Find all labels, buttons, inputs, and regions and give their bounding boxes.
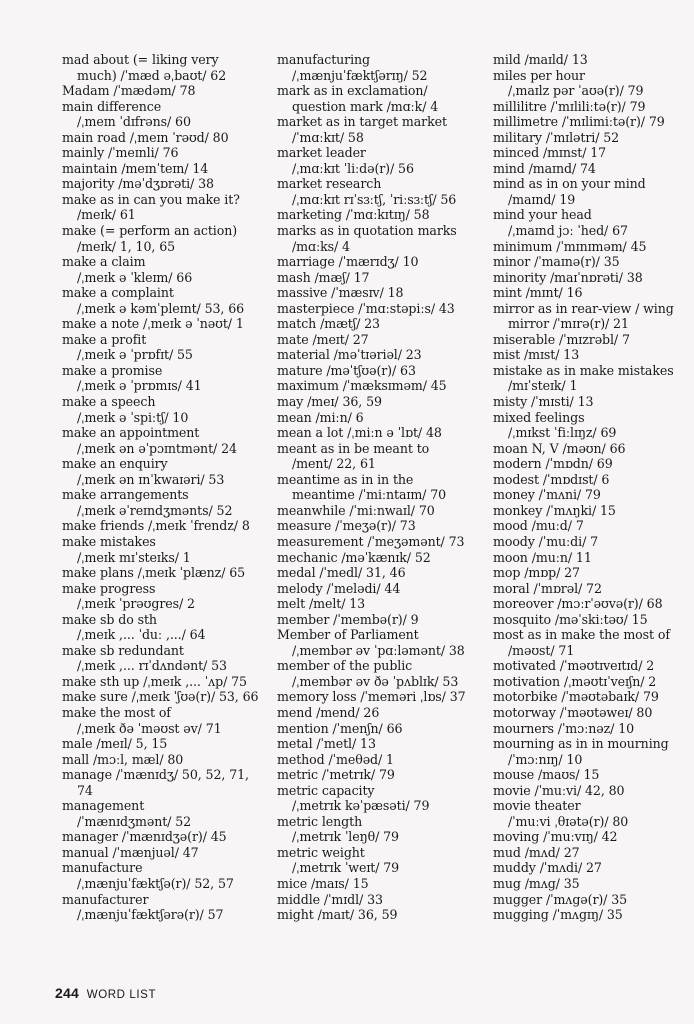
dictionary-entry — [493, 130, 693, 146]
entry-headword-line: mourners /ˈmɔːnəz/ 10 — [493, 720, 635, 736]
entry-headword-line: mouse /maʊs/ 15 — [493, 767, 600, 783]
dictionary-entry — [277, 876, 487, 892]
dictionary-entry — [62, 332, 267, 363]
entry-headword-line: member of the public — [277, 658, 413, 674]
dictionary-entry — [493, 301, 693, 332]
dictionary-entry — [493, 534, 693, 550]
entry-continuation-line: /ˈmɑːkɪt/ 58 — [292, 129, 364, 145]
entry-headword-line: manufacturing — [277, 52, 370, 67]
entry-headword-line: market leader — [277, 145, 366, 161]
entry-continuation-line: /mɪˈsteɪk/ 1 — [508, 378, 578, 394]
entry-continuation-line: /ˌmænjuˈfæktʃərɪŋ/ 52 — [292, 67, 428, 83]
dictionary-entry — [277, 658, 487, 689]
word-list-column-3 — [493, 52, 693, 923]
entry-headword-line: mosquito /məˈskiːtəʊ/ 15 — [493, 611, 648, 627]
entry-headword-line: market research — [277, 176, 382, 192]
entry-continuation-line: /ˌmembər əv ðə ˈpʌblɪk/ 53 — [292, 673, 459, 689]
entry-continuation-line: /ˌmeɪk ,... rɪˈdʌndənt/ 53 — [77, 658, 227, 674]
entry-headword-line: mainly /ˈmeɪnli/ 76 — [62, 145, 179, 161]
entry-headword-line: majority /məˈdʒɒrəti/ 38 — [62, 176, 214, 192]
dictionary-entry — [62, 829, 267, 845]
dictionary-entry — [493, 410, 693, 441]
dictionary-entry — [277, 814, 487, 845]
entry-headword-line: mature /məˈtʃʊə(r)/ 63 — [277, 362, 416, 378]
entry-headword-line: misty /ˈmɪsti/ 13 — [493, 394, 594, 410]
entry-headword-line: make an appointment — [62, 425, 200, 441]
entry-headword-line: mind as in on your mind — [493, 176, 646, 192]
entry-headword-line: Member of Parliament — [277, 627, 419, 643]
entry-headword-line: mixed feelings — [493, 409, 585, 425]
dictionary-entry — [277, 565, 487, 581]
entry-headword-line: mind /maɪnd/ 74 — [493, 160, 596, 176]
entry-headword-line: might /maɪt/ 36, 59 — [277, 907, 398, 923]
entry-headword-line: melt /melt/ 13 — [277, 596, 366, 612]
entry-headword-line: Madam /ˈmædəm/ 78 — [62, 83, 196, 99]
word-list-column-2 — [277, 52, 487, 923]
entry-continuation-line: /ˌmaɪnd jɔː ˈhed/ 67 — [508, 223, 628, 239]
entry-headword-line: management — [62, 798, 145, 814]
entry-headword-line: moreover /mɔːrˈəʊvə(r)/ 68 — [493, 596, 663, 612]
dictionary-entry — [62, 674, 267, 690]
dictionary-entry — [277, 378, 487, 394]
dictionary-entry — [62, 752, 267, 768]
dictionary-entry — [62, 892, 267, 923]
entry-headword-line: military /ˈmɪlətri/ 52 — [493, 129, 620, 145]
entry-headword-line: meantime as in in the — [277, 471, 414, 487]
dictionary-entry — [277, 627, 487, 658]
entry-continuation-line: /ˌmɪkst ˈfiːlɪŋz/ 69 — [508, 425, 617, 441]
entry-headword-line: medal /ˈmedl/ 31, 46 — [277, 565, 406, 581]
entry-headword-line: minor /ˈmaɪnə(r)/ 35 — [493, 254, 620, 270]
entry-headword-line: method /ˈmeθəd/ 1 — [277, 751, 394, 767]
entry-headword-line: metric weight — [277, 844, 365, 860]
dictionary-entry — [62, 316, 267, 332]
dictionary-entry — [62, 798, 267, 829]
dictionary-entry — [493, 176, 693, 207]
entry-headword-line: make arrangements — [62, 487, 189, 503]
entry-continuation-line: 74 — [77, 782, 93, 798]
entry-headword-line: masterpiece /ˈmɑːstəpiːs/ 43 — [277, 300, 455, 316]
entry-headword-line: most as in make the most of — [493, 627, 670, 643]
entry-headword-line: main road /ˌmeɪn ˈrəʊd/ 80 — [62, 129, 229, 145]
dictionary-entry — [277, 721, 487, 737]
dictionary-entry — [62, 192, 267, 223]
entry-headword-line: mean /miːn/ 6 — [277, 409, 364, 425]
entry-headword-line: manager /ˈmænɪdʒə(r)/ 45 — [62, 829, 227, 845]
dictionary-entry — [493, 612, 693, 628]
entry-headword-line: mechanic /məˈkænɪk/ 52 — [277, 549, 431, 565]
dictionary-entry — [277, 223, 487, 254]
dictionary-entry — [493, 207, 693, 238]
entry-headword-line: maximum /ˈmæksɪməm/ 45 — [277, 378, 447, 394]
entry-continuation-line: /ˌmetrɪk ˈweɪt/ 79 — [292, 860, 400, 876]
dictionary-entry — [277, 285, 487, 301]
dictionary-entry — [277, 907, 487, 923]
dictionary-entry — [277, 518, 487, 534]
dictionary-entry — [277, 472, 487, 503]
dictionary-entry — [62, 487, 267, 518]
entry-headword-line: minimum /ˈmɪnɪməm/ 45 — [493, 238, 647, 254]
dictionary-entry — [493, 550, 693, 566]
dictionary-entry — [493, 721, 693, 737]
dictionary-entry — [493, 472, 693, 488]
entry-headword-line: material /məˈtɪəriəl/ 23 — [277, 347, 422, 363]
entry-continuation-line: /ˌmembər əv ˈpɑːləmənt/ 38 — [292, 642, 465, 658]
dictionary-entry — [62, 285, 267, 316]
entry-headword-line: mugging /ˈmʌgɪŋ/ 35 — [493, 907, 623, 923]
dictionary-entry — [277, 83, 487, 114]
word-list-column-1 — [62, 52, 267, 923]
dictionary-entry — [493, 845, 693, 861]
entry-headword-line: movie /ˈmuːvi/ 42, 80 — [493, 782, 625, 798]
dictionary-entry — [277, 254, 487, 270]
entry-continuation-line: /ˌmeɪk ə ˈprɒmɪs/ 41 — [77, 378, 202, 394]
entry-headword-line: motorway /ˈməʊtəweɪ/ 80 — [493, 704, 653, 720]
dictionary-entry — [277, 332, 487, 348]
dictionary-entry — [277, 316, 487, 332]
dictionary-entry — [493, 767, 693, 783]
dictionary-entry — [493, 239, 693, 255]
dictionary-entry — [277, 52, 487, 83]
dictionary-entry — [62, 52, 267, 83]
entry-continuation-line: /meɪk/ 61 — [77, 207, 136, 223]
entry-headword-line: make friends /ˌmeɪk ˈfrendz/ 8 — [62, 518, 250, 534]
entry-headword-line: mind your head — [493, 207, 592, 223]
entry-continuation-line: /ˈmænɪdʒmənt/ 52 — [77, 813, 192, 829]
entry-continuation-line: /ˌmɑːkɪt rɪˈsɜːtʃ, ˈriːsɜːtʃ/ 56 — [292, 191, 457, 207]
entry-headword-line: miles per hour — [493, 67, 585, 83]
dictionary-entry — [493, 518, 693, 534]
dictionary-entry — [493, 907, 693, 923]
entry-continuation-line: /ˌmeɪk əˈreɪndʒmənts/ 52 — [77, 502, 233, 518]
dictionary-entry — [277, 425, 487, 441]
entry-continuation-line: much) /ˈmæd əˌbaʊt/ 62 — [77, 67, 227, 83]
entry-headword-line: manage /ˈmænɪdʒ/ 50, 52, 71, — [62, 767, 249, 783]
entry-continuation-line: /ment/ 22, 61 — [292, 456, 376, 472]
dictionary-entry — [277, 114, 487, 145]
dictionary-entry — [62, 223, 267, 254]
entry-headword-line: mild /maɪld/ 13 — [493, 52, 588, 67]
dictionary-entry — [277, 503, 487, 519]
entry-headword-line: member /ˈmembə(r)/ 9 — [277, 611, 419, 627]
entry-headword-line: mop /mɒp/ 27 — [493, 565, 580, 581]
dictionary-entry — [277, 363, 487, 379]
dictionary-entry — [277, 736, 487, 752]
dictionary-entry — [493, 441, 693, 457]
dictionary-entry — [62, 643, 267, 674]
entry-headword-line: main difference — [62, 98, 162, 114]
entry-headword-line: metal /ˈmetl/ 13 — [277, 736, 376, 752]
dictionary-entry — [62, 612, 267, 643]
entry-headword-line: maintain /meɪnˈteɪn/ 14 — [62, 160, 209, 176]
entry-headword-line: moving /ˈmuːvɪŋ/ 42 — [493, 829, 618, 845]
entry-continuation-line: /ˌmænjuˈfæktʃə(r)/ 52, 57 — [77, 875, 234, 891]
dictionary-entry — [62, 705, 267, 736]
entry-headword-line: mirror as in rear-view / wing — [493, 300, 674, 316]
dictionary-entry — [493, 68, 693, 99]
entry-headword-line: millilitre /ˈmɪliliːtə(r)/ 79 — [493, 98, 646, 114]
dictionary-entry — [277, 596, 487, 612]
entry-headword-line: miserable /ˈmɪzrəbl/ 7 — [493, 331, 630, 347]
entry-continuation-line: /ˌmeɪk ən ɪnˈkwaɪəri/ 53 — [77, 471, 225, 487]
dictionary-entry — [277, 752, 487, 768]
entry-headword-line: manual /ˈmænjuəl/ 47 — [62, 844, 199, 860]
entry-continuation-line: /ˈmuːvi ˌθɪətə(r)/ 80 — [508, 813, 629, 829]
entry-continuation-line: /ˌmeɪk ən əˈpɔɪntmənt/ 24 — [77, 440, 237, 456]
entry-headword-line: mice /maɪs/ 15 — [277, 875, 369, 891]
dictionary-entry — [493, 363, 693, 394]
entry-headword-line: make as in can you make it? — [62, 191, 240, 207]
entry-headword-line: motivation /ˌməʊtɪˈveɪʃn/ 2 — [493, 673, 657, 689]
entry-headword-line: make a profit — [62, 331, 147, 347]
dictionary-entry — [493, 627, 693, 658]
dictionary-entry — [493, 99, 693, 115]
entry-headword-line: make a claim — [62, 254, 146, 270]
entry-headword-line: moan N, V /məʊn/ 66 — [493, 440, 626, 456]
entry-headword-line: motorbike /ˈməʊtəbaɪk/ 79 — [493, 689, 659, 705]
dictionary-entry — [62, 518, 267, 534]
dictionary-entry — [493, 596, 693, 612]
entry-headword-line: make a promise — [62, 362, 163, 378]
section-label: WORD LIST — [86, 989, 157, 1001]
entry-continuation-line: /ˌmeɪk ə ˈspiːtʃ/ 10 — [77, 409, 189, 425]
entry-headword-line: make mistakes — [62, 533, 156, 549]
entry-headword-line: meant as in be meant to — [277, 440, 430, 456]
entry-headword-line: mugger /ˈmʌgə(r)/ 35 — [493, 891, 628, 907]
entry-headword-line: modern /ˈmɒdn/ 69 — [493, 456, 613, 472]
dictionary-entry — [277, 207, 487, 223]
dictionary-entry — [277, 705, 487, 721]
entry-headword-line: match /mætʃ/ 23 — [277, 316, 380, 332]
entry-headword-line: make a speech — [62, 394, 156, 410]
entry-headword-line: millimetre /ˈmɪlimiːtə(r)/ 79 — [493, 114, 665, 130]
entry-continuation-line: /ˌmeɪk ˈprəʊgres/ 2 — [77, 596, 195, 612]
dictionary-entry — [493, 456, 693, 472]
dictionary-entry — [493, 658, 693, 674]
entry-headword-line: mint /mɪnt/ 16 — [493, 285, 583, 301]
dictionary-entry — [493, 332, 693, 348]
dictionary-entry — [493, 705, 693, 721]
dictionary-entry — [62, 689, 267, 705]
entry-headword-line: mourning as in in mourning — [493, 736, 669, 752]
dictionary-entry — [62, 534, 267, 565]
entry-continuation-line: /ˌmeɪn ˈdɪfrəns/ 60 — [77, 114, 191, 130]
page-number: 244 — [55, 985, 79, 1001]
dictionary-entry — [493, 892, 693, 908]
dictionary-entry — [277, 845, 487, 876]
entry-headword-line: mist /mɪst/ 13 — [493, 347, 580, 363]
dictionary-entry — [493, 52, 693, 68]
entry-headword-line: mean a lot /ˌmiːn ə ˈlɒt/ 48 — [277, 425, 442, 441]
entry-continuation-line: /mɑːks/ 4 — [292, 238, 350, 254]
entry-headword-line: mate /meɪt/ 27 — [277, 331, 369, 347]
dictionary-entry — [277, 550, 487, 566]
dictionary-entry — [493, 876, 693, 892]
dictionary-entry — [493, 394, 693, 410]
entry-headword-line: measure /ˈmeʒə(r)/ 73 — [277, 518, 416, 534]
dictionary-entry — [493, 254, 693, 270]
entry-headword-line: manufacture — [62, 860, 143, 876]
dictionary-entry — [493, 581, 693, 597]
entry-continuation-line: /ˌmeɪk mɪˈsteɪks/ 1 — [77, 549, 191, 565]
entry-continuation-line: /ˈmɔːnɪŋ/ 10 — [508, 751, 583, 767]
dictionary-entry — [62, 767, 267, 798]
entry-continuation-line: /meɪk/ 1, 10, 65 — [77, 238, 176, 254]
dictionary-entry — [277, 410, 487, 426]
dictionary-entry — [493, 503, 693, 519]
entry-continuation-line: /məʊst/ 71 — [508, 642, 575, 658]
dictionary-entry — [62, 145, 267, 161]
dictionary-entry — [277, 176, 487, 207]
entry-headword-line: male /meɪl/ 5, 15 — [62, 736, 168, 752]
entry-headword-line: make sure /ˌmeɪk ˈʃʊə(r)/ 53, 66 — [62, 689, 259, 705]
dictionary-entry — [493, 114, 693, 130]
entry-headword-line: movie theater — [493, 798, 581, 814]
dictionary-entry — [493, 860, 693, 876]
entry-headword-line: moody /ˈmuːdi/ 7 — [493, 533, 599, 549]
entry-headword-line: metric capacity — [277, 782, 375, 798]
dictionary-entry — [493, 487, 693, 503]
entry-headword-line: marketing /ˈmɑːkɪtɪŋ/ 58 — [277, 207, 430, 223]
dictionary-entry — [277, 441, 487, 472]
entry-headword-line: monkey /ˈmʌŋki/ 15 — [493, 502, 616, 518]
entry-continuation-line: /ˌmænjuˈfæktʃərə(r)/ 57 — [77, 907, 224, 923]
dictionary-entry — [493, 161, 693, 177]
entry-headword-line: mark as in exclamation/ — [277, 83, 428, 99]
dictionary-entry — [277, 783, 487, 814]
dictionary-entry — [277, 301, 487, 317]
entry-headword-line: money /ˈmʌni/ 79 — [493, 487, 601, 503]
entry-headword-line: middle /ˈmɪdl/ 33 — [277, 891, 383, 907]
entry-continuation-line: /ˌmetrɪk ˈleŋθ/ 79 — [292, 829, 399, 845]
entry-headword-line: market as in target market — [277, 114, 447, 130]
dictionary-entry — [62, 130, 267, 146]
entry-continuation-line: question mark /mɑːk/ 4 — [292, 98, 439, 114]
entry-headword-line: mood /muːd/ 7 — [493, 518, 584, 534]
dictionary-entry — [62, 394, 267, 425]
dictionary-entry — [493, 270, 693, 286]
entry-headword-line: melody /ˈmelədi/ 44 — [277, 580, 401, 596]
dictionary-entry — [62, 456, 267, 487]
entry-headword-line: manufacturer — [62, 891, 149, 907]
dictionary-entry — [62, 425, 267, 456]
entry-continuation-line: mirror /ˈmɪrə(r)/ 21 — [508, 316, 629, 332]
entry-headword-line: make an enquiry — [62, 456, 168, 472]
dictionary-entry — [62, 860, 267, 891]
dictionary-entry — [62, 736, 267, 752]
entry-headword-line: mention /ˈmenʃn/ 66 — [277, 720, 403, 736]
entry-headword-line: make plans /ˌmeɪk ˈplænz/ 65 — [62, 565, 246, 581]
entry-headword-line: memory loss /ˈmeməri ˌlɒs/ 37 — [277, 689, 466, 705]
entry-headword-line: make sth up /ˌmeɪk ,... ˈʌp/ 75 — [62, 673, 247, 689]
dictionary-entry — [62, 363, 267, 394]
entry-headword-line: metric /ˈmetrɪk/ 79 — [277, 767, 395, 783]
entry-headword-line: marks as in quotation marks — [277, 223, 457, 239]
entry-continuation-line: /ˌmeɪk ə ˈkleɪm/ 66 — [77, 269, 193, 285]
dictionary-entry — [277, 534, 487, 550]
entry-headword-line: meanwhile /ˈmiːnwaɪl/ 70 — [277, 502, 435, 518]
entry-headword-line: moral /ˈmɒrəl/ 72 — [493, 580, 602, 596]
entry-headword-line: may /meɪ/ 36, 59 — [277, 394, 382, 410]
entry-headword-line: mug /mʌg/ 35 — [493, 875, 580, 891]
entry-headword-line: make (= perform an action) — [62, 223, 238, 239]
dictionary-entry — [62, 161, 267, 177]
entry-continuation-line: /ˌmetrɪk kəˈpæsəti/ 79 — [292, 798, 430, 814]
entry-headword-line: make sb redundant — [62, 642, 184, 658]
dictionary-entry — [493, 689, 693, 705]
entry-headword-line: make the most of — [62, 704, 171, 720]
entry-continuation-line: /ˌmeɪk ə ˈprɒfɪt/ 55 — [77, 347, 193, 363]
entry-headword-line: minority /maɪˈnɒrəti/ 38 — [493, 269, 643, 285]
dictionary-entry — [62, 565, 267, 581]
dictionary-entry — [493, 736, 693, 767]
entry-continuation-line: /ˌmeɪk ðə ˈməʊst əv/ 71 — [77, 720, 222, 736]
dictionary-entry — [62, 845, 267, 861]
dictionary-entry — [277, 394, 487, 410]
entry-headword-line: muddy /ˈmʌdi/ 27 — [493, 860, 602, 876]
entry-headword-line: mud /mʌd/ 27 — [493, 844, 580, 860]
dictionary-entry — [493, 829, 693, 845]
entry-continuation-line: meantime /ˈmiːntaɪm/ 70 — [292, 487, 447, 503]
dictionary-entry — [493, 674, 693, 690]
entry-headword-line: modest /ˈmɒdɪst/ 6 — [493, 471, 610, 487]
dictionary-entry — [277, 612, 487, 628]
entry-headword-line: make a complaint — [62, 285, 174, 301]
entry-headword-line: mad about (= liking very — [62, 52, 219, 67]
entry-headword-line: marriage /ˈmærɪdʒ/ 10 — [277, 254, 419, 270]
dictionary-entry — [493, 145, 693, 161]
entry-headword-line: measurement /ˈmeʒəmənt/ 73 — [277, 533, 465, 549]
entry-headword-line: mistake as in make mistakes — [493, 362, 674, 378]
dictionary-entry — [277, 347, 487, 363]
entry-headword-line: massive /ˈmæsɪv/ 18 — [277, 285, 404, 301]
dictionary-entry — [62, 176, 267, 192]
entry-headword-line: moon /muːn/ 11 — [493, 549, 592, 565]
dictionary-entry — [62, 581, 267, 612]
entry-continuation-line: /ˌmɑːkɪt ˈliːdə(r)/ 56 — [292, 160, 414, 176]
dictionary-entry — [277, 767, 487, 783]
dictionary-entry — [277, 892, 487, 908]
entry-continuation-line: /ˌmeɪk ə kəmˈpleɪnt/ 53, 66 — [77, 300, 245, 316]
entry-headword-line: minced /mɪnst/ 17 — [493, 145, 607, 161]
dictionary-entry — [62, 83, 267, 99]
dictionary-entry — [493, 783, 693, 799]
entry-headword-line: metric length — [277, 813, 363, 829]
dictionary-entry — [277, 581, 487, 597]
entry-headword-line: make sb do sth — [62, 611, 157, 627]
entry-continuation-line: /maɪnd/ 19 — [508, 191, 576, 207]
entry-headword-line: mend /mend/ 26 — [277, 704, 380, 720]
entry-headword-line: make a note /ˌmeɪk ə ˈnəʊt/ 1 — [62, 316, 244, 332]
dictionary-entry — [493, 798, 693, 829]
entry-headword-line: mash /mæʃ/ 17 — [277, 269, 370, 285]
dictionary-entry — [493, 565, 693, 581]
entry-headword-line: motivated /ˈməʊtɪveɪtɪd/ 2 — [493, 658, 655, 674]
dictionary-entry — [277, 270, 487, 286]
page-footer — [55, 985, 156, 1001]
dictionary-entry — [493, 347, 693, 363]
dictionary-entry — [277, 145, 487, 176]
entry-continuation-line: /ˌmaɪlz pər ˈaʊə(r)/ 79 — [508, 83, 644, 99]
dictionary-entry — [277, 689, 487, 705]
entry-headword-line: mall /mɔːl, mæl/ 80 — [62, 751, 184, 767]
dictionary-entry — [62, 254, 267, 285]
dictionary-entry — [62, 99, 267, 130]
entry-headword-line: make progress — [62, 580, 156, 596]
entry-continuation-line: /ˌmeɪk ,... ˈduː ,.../ 64 — [77, 627, 206, 643]
dictionary-entry — [493, 285, 693, 301]
